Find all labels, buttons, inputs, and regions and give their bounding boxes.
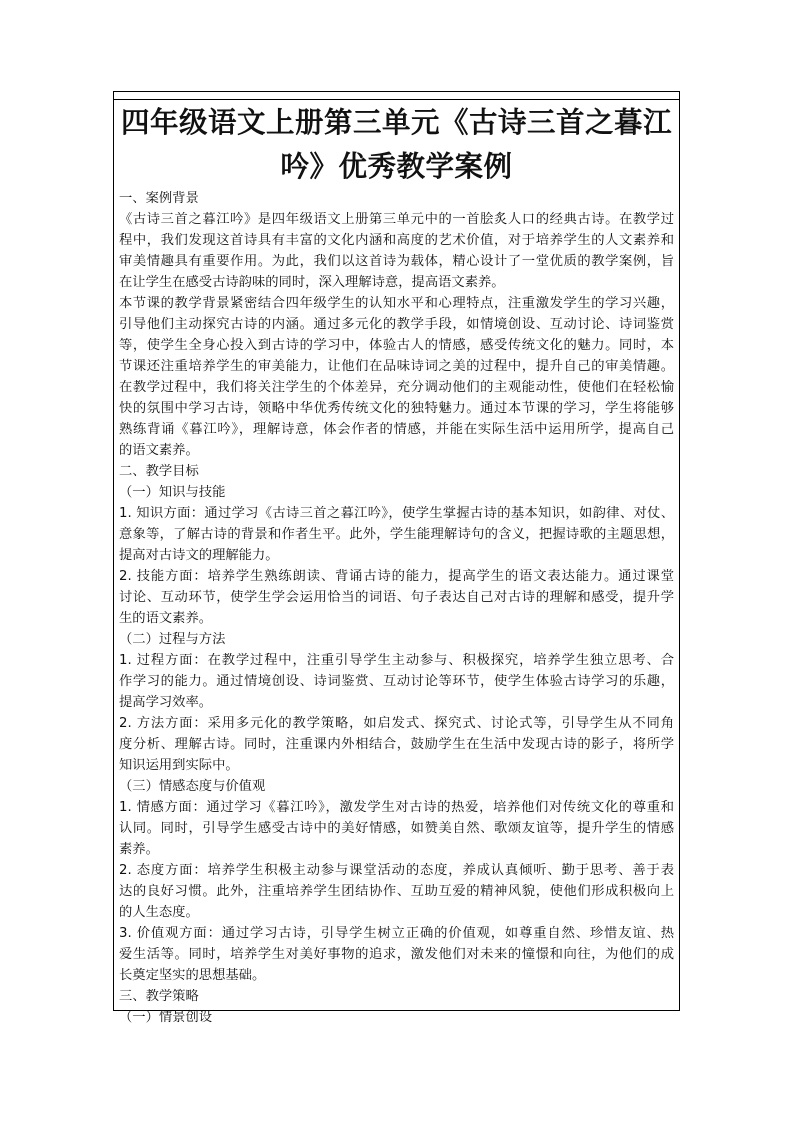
- text-line: 的语文素养。: [119, 443, 199, 458]
- text-line: 1. 知识方面：通过学习《古诗三首之暮江吟》，使学生掌握古诗的基本知识，如韵律、对仗、: [119, 506, 674, 521]
- text-line: 在教学过程中，我们将关注学生的个体差异，充分调动他们的主观能动性，使他们在轻松愉: [119, 380, 674, 395]
- text-line: 生的语文素养。: [119, 611, 213, 626]
- text-line: 三、教学策略: [119, 989, 199, 1004]
- text-line: 知识运用到实际中。: [119, 758, 239, 773]
- text-line: 意象等，了解古诗的背景和作者生平。此外，学生能理解诗句的含义，把握诗歌的主题思想，: [119, 527, 674, 542]
- text-line: 长奠定坚实的思想基础。: [119, 968, 266, 983]
- text-line: 快的氛围中学习古诗，领略中华优秀传统文化的独特魅力。通过本节课的学习，学生将能够: [119, 401, 674, 416]
- text-line: 达的良好习惯。此外，注重培养学生团结协作、互助互爱的精神风貌，使他们形成积极向上: [119, 884, 674, 899]
- title-line: 四年级语文上册第三单元《古诗三首之暮江: [120, 105, 672, 139]
- text-line: 等，使学生全身心投入到古诗的学习中，体验古人的情感，感受传统文化的魅力。同时，本: [119, 338, 674, 353]
- text-line: 2. 态度方面：培养学生积极主动参与课堂活动的态度，养成认真倾听、勤于思考、善于表: [119, 863, 674, 878]
- text-line: 度分析、理解古诗。同时，注重课内外相结合，鼓励学生在生活中发现古诗的影子，将所学: [119, 737, 674, 752]
- document-title: [118, 100, 675, 188]
- text-line: 1. 过程方面：在教学过程中，注重引导学生主动参与、积极探究，培养学生独立思考、合: [119, 653, 674, 668]
- text-line: 3. 价值观方面：通过学习古诗，引导学生树立正确的价值观，如尊重自然、珍惜友谊、热: [119, 926, 674, 941]
- text-line: （一）知识与技能: [119, 485, 226, 500]
- text-line: 节课还注重培养学生的审美能力，让他们在品味诗词之美的过程中，提升自己的审美情趣。: [119, 359, 674, 374]
- text-line: 《古诗三首之暮江吟》是四年级语文上册第三单元中的一首脍炙人口的经典古诗。在教学过: [119, 212, 674, 227]
- text-line: 素养。: [119, 842, 159, 857]
- text-line: 的人生态度。: [119, 905, 199, 920]
- text-line: （一）情景创设: [119, 1010, 213, 1025]
- text-line: 认同。同时，引导学生感受古诗中的美好情感，如赞美自然、歌颂友谊等，提升学生的情感: [119, 821, 674, 836]
- text-line: 一、案例背景: [119, 191, 199, 206]
- text-line: 二、教学目标: [119, 464, 199, 479]
- text-line: 提高学习效率。: [119, 695, 213, 710]
- text-line: 本节课的教学背景紧密结合四年级学生的认知水平和心理特点，注重激发学生的学习兴趣，: [119, 296, 674, 311]
- document-frame: [113, 91, 680, 1025]
- text-line: 程中，我们发现这首诗具有丰富的文化内涵和高度的艺术价值，对于培养学生的人文素养和: [119, 233, 674, 248]
- text-line: 爱生活等。同时，培养学生对美好事物的追求，激发他们对未来的憧憬和向往，为他们的成: [119, 947, 674, 962]
- text-line: 2. 技能方面：培养学生熟练朗读、背诵古诗的能力，提高学生的语文表达能力。通过课堂: [119, 569, 674, 584]
- document-body: [119, 188, 674, 1028]
- text-line: 1. 情感方面：通过学习《暮江吟》，激发学生对古诗的热爱，培养他们对传统文化的尊重和: [119, 800, 674, 815]
- text-line: 引导他们主动探究古诗的内涵。通过多元化的教学手段，如情境创设、互动讨论、诗词鉴赏: [119, 317, 674, 332]
- text-line: 讨论、互动环节，使学生学会运用恰当的词语、句子表达自己对古诗的理解和感受，提升学: [119, 590, 674, 605]
- text-line: 提高对古诗文的理解能力。: [119, 548, 279, 563]
- text-line: 审美情趣具有重要作用。为此，我们以这首诗为载体，精心设计了一堂优质的教学案例，旨: [119, 254, 674, 269]
- text-line: 作学习的能力。通过情境创设、诗词鉴赏、互动讨论等环节，使学生体验古诗学习的乐趣，: [119, 674, 674, 689]
- text-line: 在让学生在感受古诗韵味的同时，深入理解诗意，提高语文素养。: [119, 275, 505, 290]
- text-line: 熟练背诵《暮江吟》，理解诗意，体会作者的情感，并能在实际生活中运用所学，提高自己: [119, 422, 674, 437]
- text-line: 2. 方法方面：采用多元化的教学策略，如启发式、探究式、讨论式等，引导学生从不同角: [119, 716, 674, 731]
- text-line: （二）过程与方法: [119, 632, 226, 647]
- text-line: （三）情感态度与价值观: [119, 779, 266, 794]
- title-line: 吟》优秀教学案例: [280, 149, 513, 183]
